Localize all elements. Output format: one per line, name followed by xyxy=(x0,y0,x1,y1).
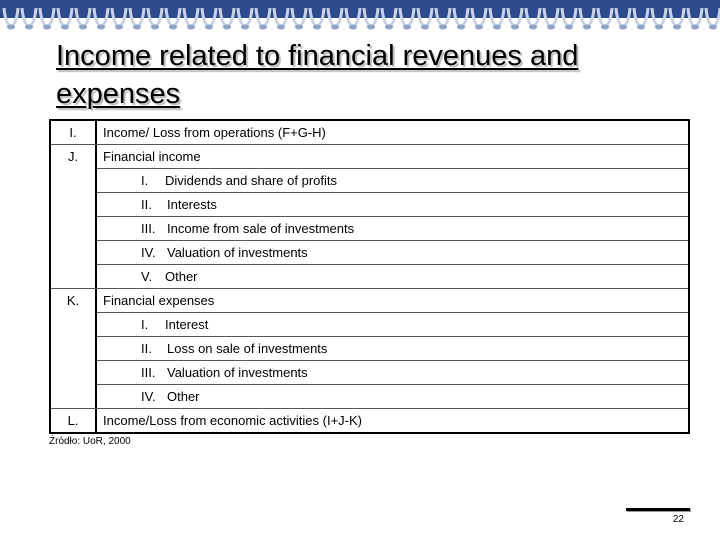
table-row xyxy=(51,361,688,385)
content-table xyxy=(49,119,690,434)
table-row xyxy=(51,121,688,145)
sub-item-number: III. xyxy=(141,221,156,236)
row-identifier: L. xyxy=(67,413,79,428)
sub-item-label: Valuation of investments xyxy=(167,245,308,260)
table-row xyxy=(51,385,688,409)
footer-rule xyxy=(626,508,690,511)
table-row xyxy=(51,169,688,193)
sub-item-number: III. xyxy=(141,365,156,380)
sub-item-label: Interests xyxy=(167,197,217,212)
spiral-binding xyxy=(0,0,720,34)
table-row xyxy=(51,289,688,313)
table-row xyxy=(51,241,688,265)
table-row xyxy=(51,217,688,241)
row-identifier: K. xyxy=(66,293,80,308)
sub-item-label: Other xyxy=(167,389,200,404)
table-row xyxy=(51,409,688,433)
table-row xyxy=(51,337,688,361)
sub-item-number: II. xyxy=(141,197,152,212)
row-identifier: J. xyxy=(67,149,79,164)
sub-item-number: I. xyxy=(141,317,149,332)
sub-item-label: Dividends and share of profits xyxy=(165,173,337,188)
sub-item-number: I. xyxy=(141,173,149,188)
row-label: Income/Loss from economic activities (I+J-K) xyxy=(103,413,362,428)
table-row xyxy=(51,265,688,289)
table-row xyxy=(51,193,688,217)
table-row xyxy=(51,313,688,337)
sub-item-number: IV. xyxy=(141,389,156,404)
sub-item-label: Other xyxy=(165,269,198,284)
table-row xyxy=(51,145,688,169)
source-note: Źródło: UoR, 2000 xyxy=(49,436,131,447)
sub-item-number: V. xyxy=(141,269,153,284)
sub-item-number: II. xyxy=(141,341,152,356)
sub-item-label: Income from sale of investments xyxy=(167,221,355,236)
sub-item-label: Valuation of investments xyxy=(167,365,308,380)
sub-item-label: Interest xyxy=(165,317,209,332)
page-number: 22 xyxy=(672,514,684,525)
row-identifier: I. xyxy=(69,125,77,140)
sub-item-number: IV. xyxy=(141,245,156,260)
row-label: Income/ Loss from operations (F+G-H) xyxy=(103,125,326,140)
spiral-binding-graphic xyxy=(0,0,720,34)
row-label: Financial expenses xyxy=(103,293,215,308)
sub-item-label: Loss on sale of investments xyxy=(167,341,328,356)
slide-title: Income related to financial revenues and expenses xyxy=(56,40,579,110)
row-label: Financial income xyxy=(103,149,201,164)
